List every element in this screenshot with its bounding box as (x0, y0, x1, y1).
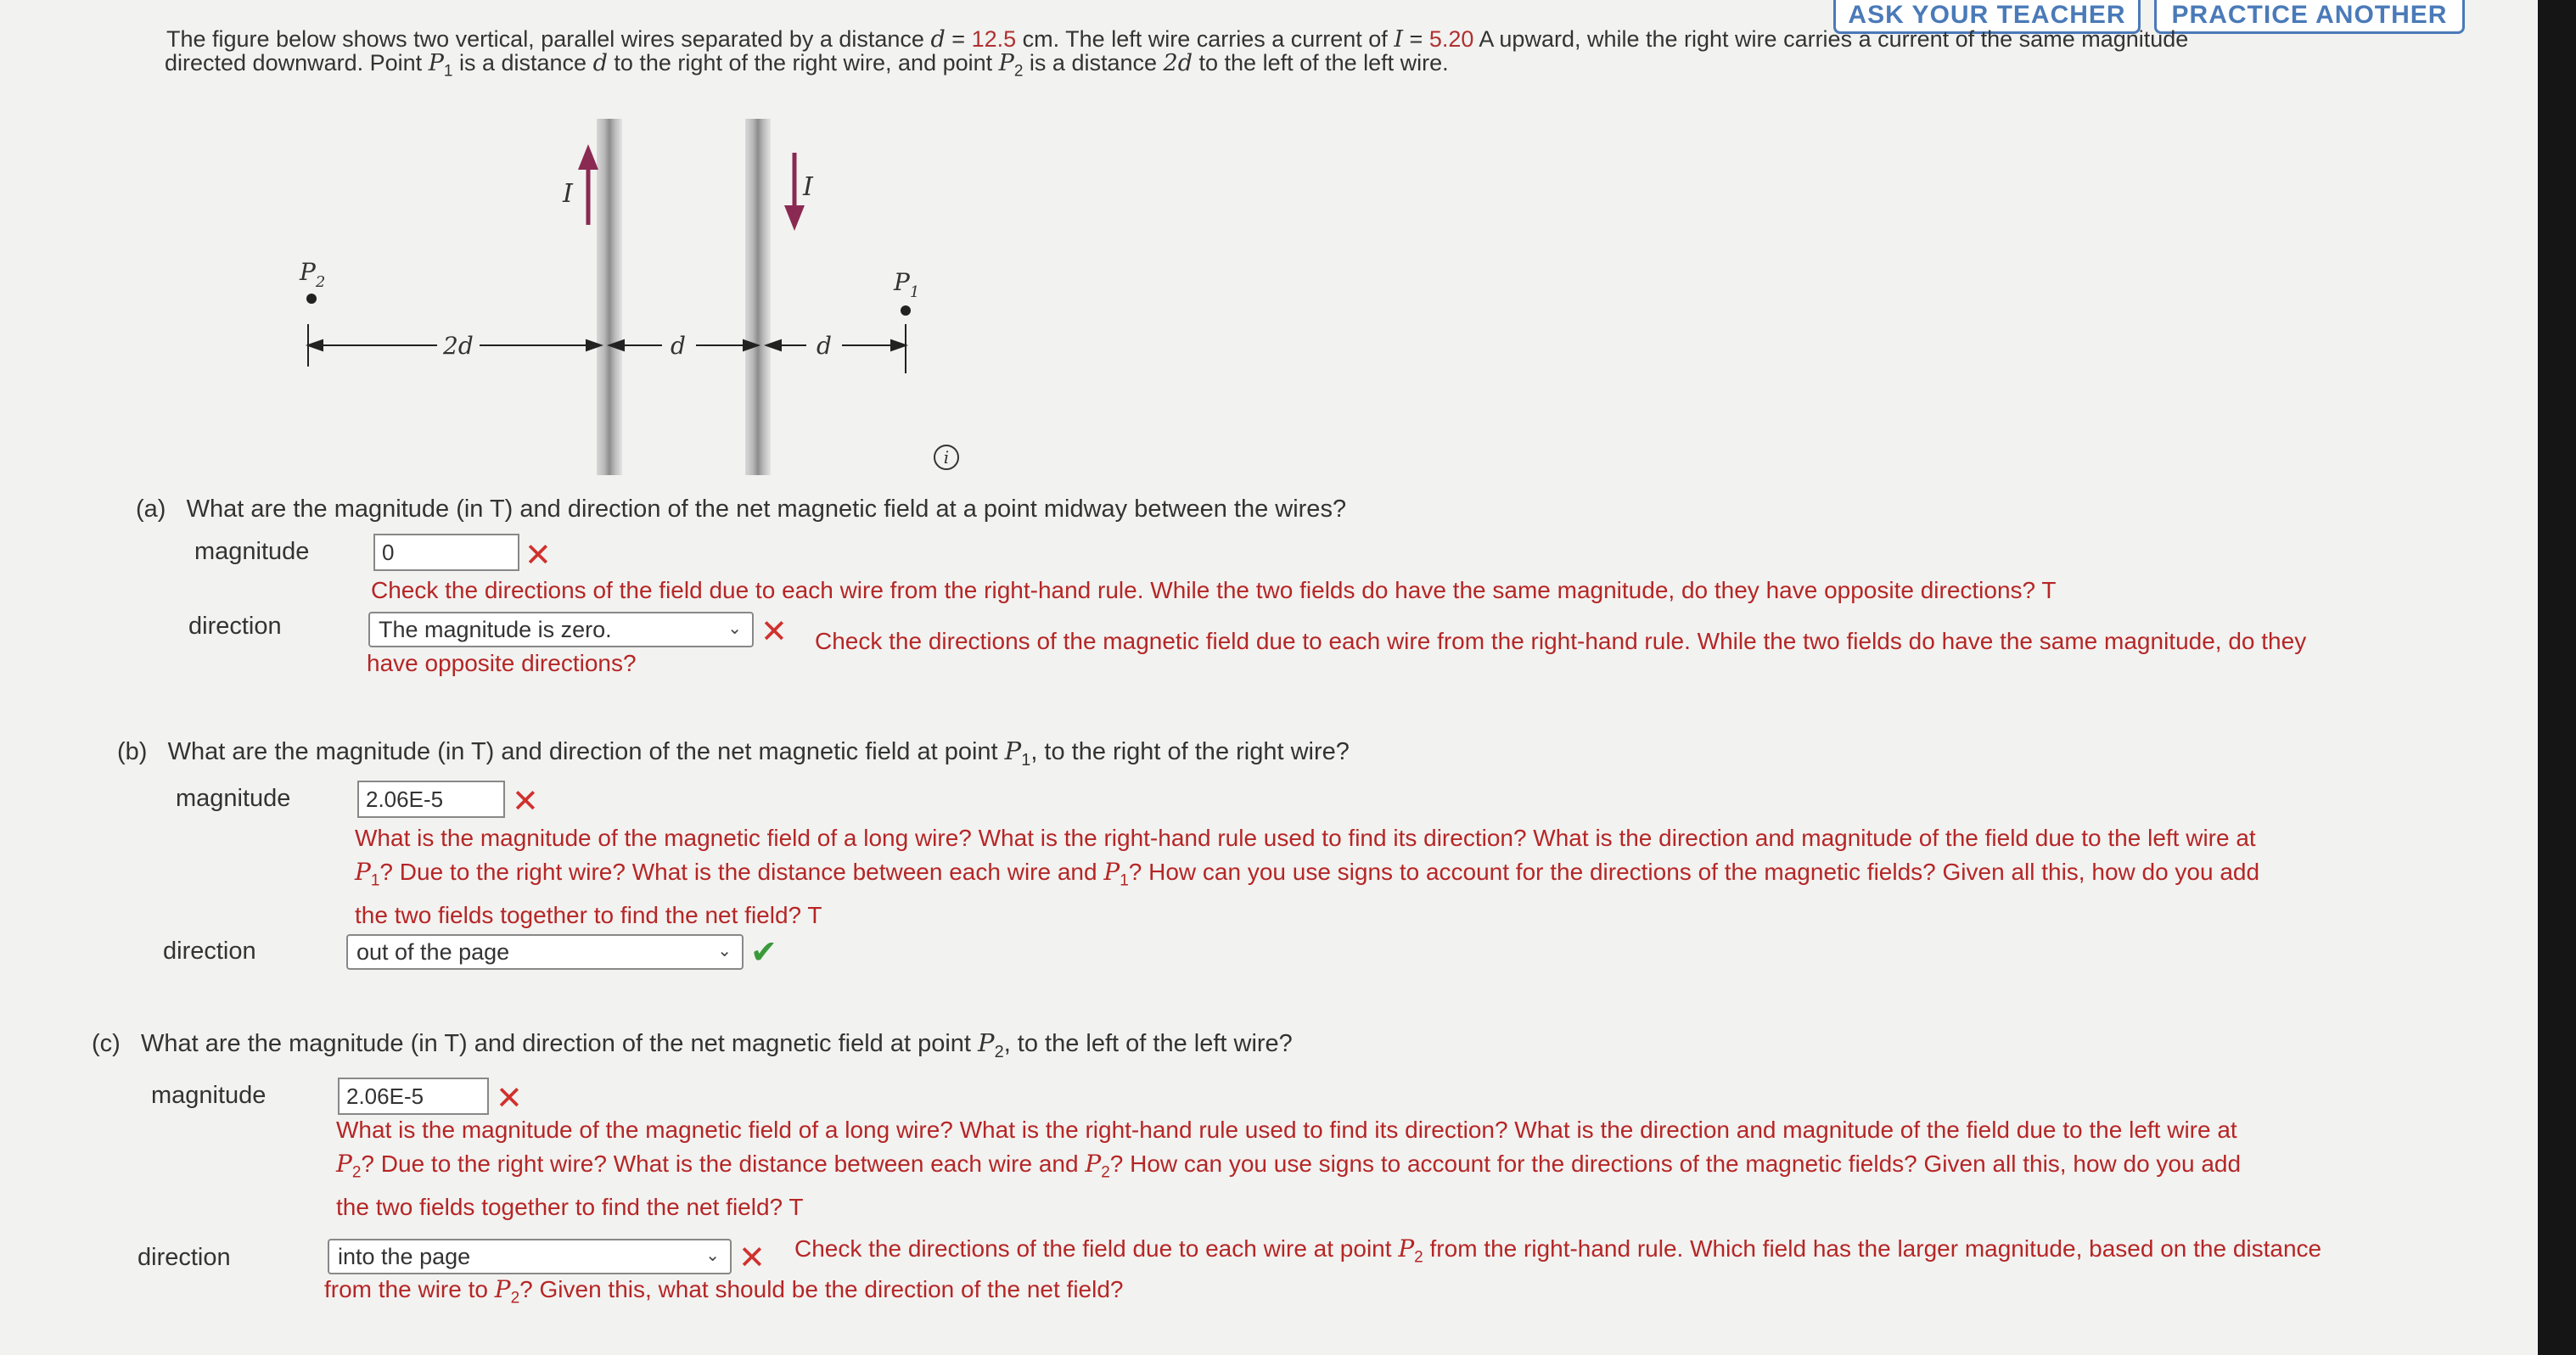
part-a-magnitude-wrong-icon: ✕ (525, 538, 552, 574)
part-a-direction-feedback-1: Check the directions of the magnetic field due to each wire from the right-hand rule. While the two fields do have the same magnitude, do they (815, 628, 2307, 654)
part-a-magnitude-feedback: Check the directions of the field due to each wire from the right-hand rule. While the two fields do have the same magnitude, do they have opposite directions? T (371, 577, 2057, 603)
part-a-direction-feedback-2: have opposite directions? (367, 650, 637, 676)
label-i-right: I (803, 172, 813, 202)
label-i-left: I (563, 179, 573, 209)
part-a-direction-select[interactable] (368, 612, 754, 647)
part-c-direction-label: direction (137, 1244, 231, 1271)
label-d-between: d (671, 332, 686, 360)
part-a-magnitude-input[interactable]: 0 (373, 534, 519, 571)
ask-teacher-label: ASK YOUR TEACHER (1848, 1, 2126, 29)
part-a-direction-label: direction (188, 613, 282, 640)
point-p2 (306, 294, 317, 304)
practice-another-button[interactable] (2154, 0, 2465, 34)
part-c-letter: (c) (92, 1030, 121, 1057)
part-b-direction-select[interactable] (346, 934, 744, 970)
label-p1: $P_1$ (894, 268, 920, 301)
part-a-letter: (a) (136, 496, 166, 523)
label-p2: $P_2$ (300, 258, 326, 291)
part-b-magnitude-input[interactable]: 2.06E-5 (357, 781, 505, 818)
practice-another-label: PRACTICE ANOTHER (2171, 1, 2448, 29)
point-p1 (901, 305, 911, 316)
label-d-right: d (817, 332, 832, 360)
current-down-arrow (784, 153, 805, 231)
part-c-magnitude-label: magnitude (151, 1082, 267, 1109)
part-c-direction-wrong-icon: ✕ (738, 1240, 766, 1276)
chevron-down-icon: ⌄ (727, 619, 742, 638)
part-c-magnitude-input[interactable]: 2.06E-5 (338, 1078, 489, 1115)
part-b-magnitude-wrong-icon: ✕ (512, 784, 539, 820)
left-wire (597, 119, 622, 475)
part-c-question: (c) What are the magnitude (in T) and direction of the net magnetic field at point $P_2$, to the left of the left wire? (92, 1028, 1293, 1061)
part-b-direction-correct-icon: ✔ (750, 935, 777, 971)
part-c-direction-value: into the page (338, 1244, 471, 1269)
part-b-magnitude-label: magnitude (176, 785, 291, 812)
wires-figure (255, 102, 1019, 475)
chevron-down-icon: ⌄ (717, 942, 732, 960)
part-a-direction-value: The magnitude is zero. (379, 617, 612, 642)
part-a-magnitude-label: magnitude (194, 538, 310, 565)
part-c-magnitude-feedback: What is the magnitude of the magnetic field of a long wire? What is the right-hand rule used to find its direction? What is the direction and magnitude of the field due to the left wire at $P_2$? Due to the right wire? What is the distance between each wire and $P_2$? How can you use signs to account for the directions of the magnetic fields? Given all this, how do you add the two fields together to find the net field? T (336, 1117, 2242, 1220)
part-c-direction-select[interactable] (328, 1239, 732, 1274)
part-a-direction-wrong-icon: ✕ (760, 614, 788, 650)
part-c-magnitude-wrong-icon: ✕ (496, 1081, 523, 1117)
label-2d: 2d (443, 332, 474, 360)
i-value: 5.20 (1428, 26, 1474, 52)
chevron-down-icon: ⌄ (705, 1246, 720, 1265)
part-c-direction-feedback-2: from the wire to $P_2$? Given this, what should be the direction of the net field? (324, 1275, 1124, 1307)
part-a-text: What are the magnitude (in T) and direction of the net magnetic field at a point midway between the wires? (186, 496, 1347, 523)
part-b-magnitude-feedback: What is the magnitude of the magnetic field of a long wire? What is the right-hand rule used to find its direction? What is the direction and magnitude of the field due to the left wire at $P_1$? Due to the right wire? What is the distance between each wire and $P_1$? How can you use signs to account for the directions of the magnetic fields? Given all this, how do you add the two fields together to find the net field? T (355, 825, 2260, 928)
part-b-direction-value: out of the page (356, 939, 510, 965)
part-b-direction-label: direction (163, 938, 256, 965)
part-b-letter: (b) (117, 738, 148, 765)
right-wire (745, 119, 771, 475)
info-icon[interactable]: i (934, 445, 959, 470)
current-up-arrow (578, 144, 598, 225)
d-value: 12.5 (971, 26, 1017, 52)
part-c-direction-feedback-1: Check the directions of the field due to each wire at point $P_2$ from the right-hand rule. Which field has the larger magnitude, based on the distance (794, 1235, 2322, 1267)
part-b-question: (b) What are the magnitude (in T) and direction of the net magnetic field at point $P_1$, to the right of the right wire? (117, 736, 1350, 770)
screen-bezel (2538, 0, 2576, 1355)
part-a-question (136, 496, 1346, 524)
